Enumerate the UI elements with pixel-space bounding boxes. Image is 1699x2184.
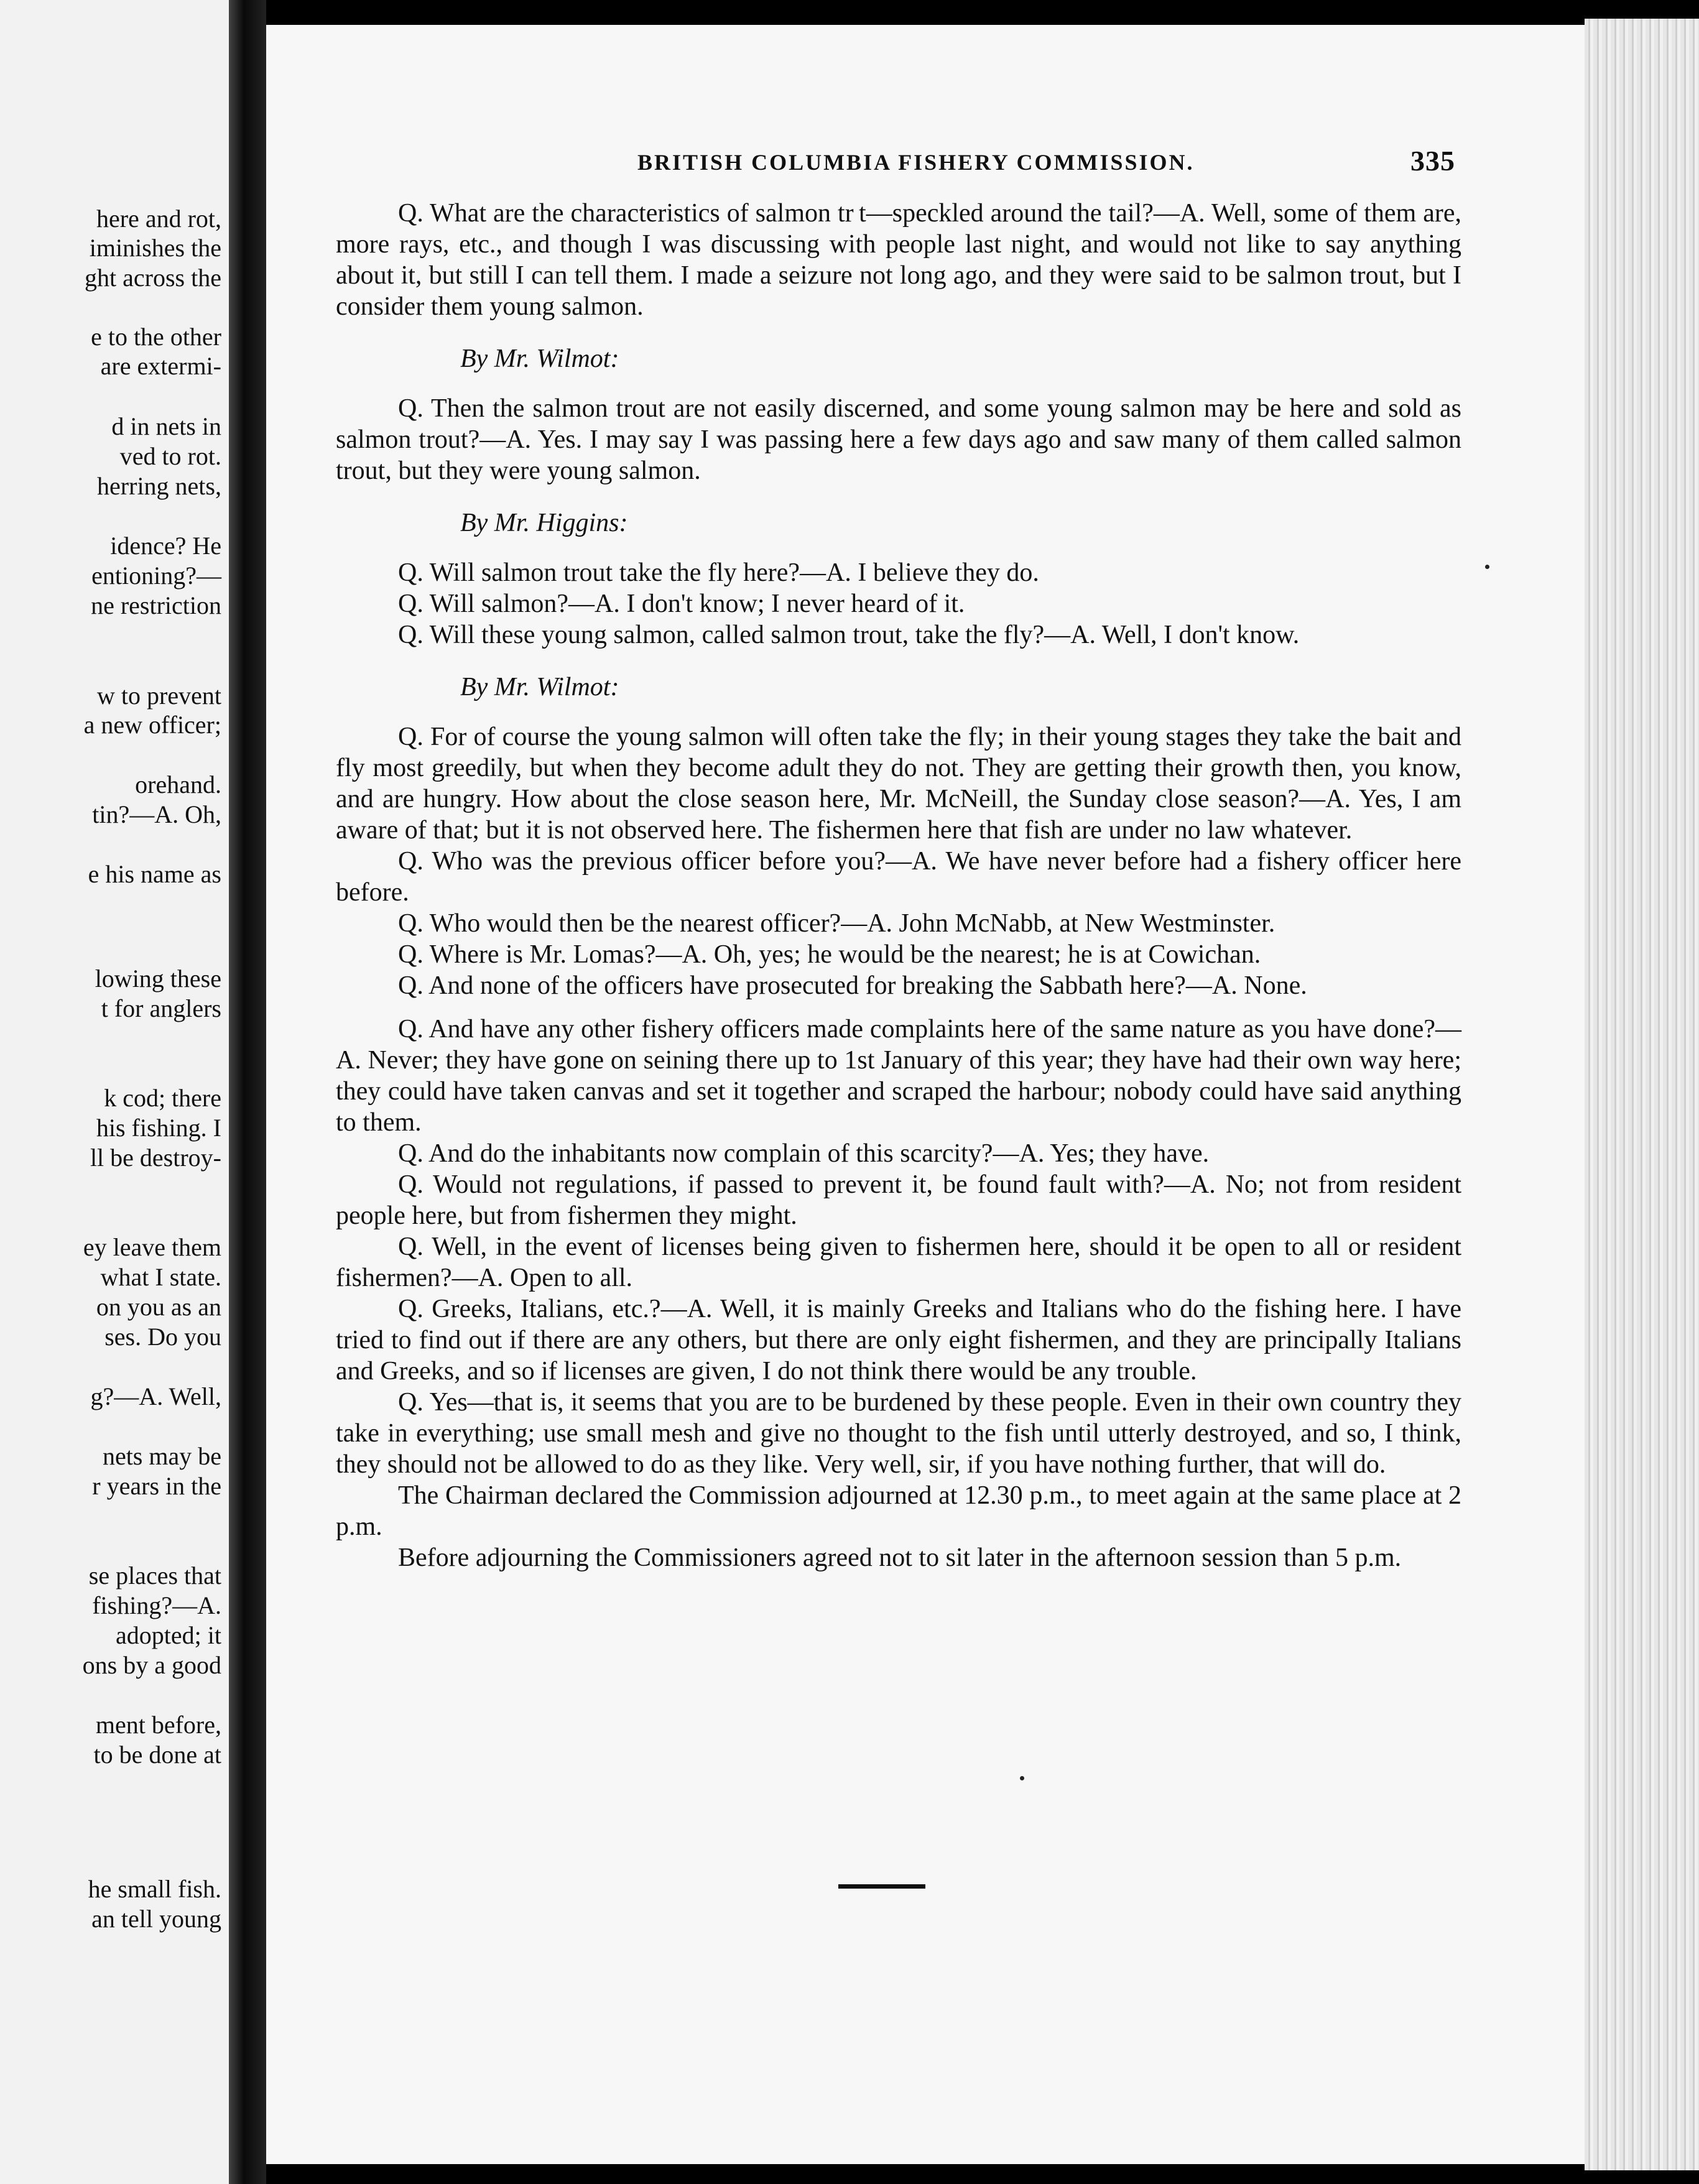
paragraph: Q. Well, in the event of licenses being given to fishermen here, should it be open to all or resident fishermen?—A. Open to all.: [336, 1233, 1461, 1292]
facing-page-line: ght across the: [85, 264, 221, 292]
facing-page-line: e his name as: [88, 860, 221, 888]
facing-page-line: are extermi-: [100, 352, 221, 380]
facing-page-line: d in nets in: [111, 412, 221, 440]
facing-page-line: w to prevent: [97, 682, 221, 710]
paragraph: The Chairman declared the Commission adjourned at 12.30 p.m., to meet again at the same place at 2 p.m.: [336, 1481, 1461, 1541]
facing-page-line: e to the other: [91, 323, 221, 351]
facing-page: [0, 0, 229, 2184]
paragraph: Q. Will salmon?—A. I don't know; I never heard of it.: [398, 590, 965, 618]
book-gutter: [229, 0, 266, 2184]
facing-page-line: what I state.: [100, 1263, 221, 1291]
facing-page-line: a new officer;: [83, 711, 221, 739]
facing-page-line: ved to rot.: [119, 442, 221, 470]
paragraph: Q. For of course the young salmon will often take the fly; in their young stages they take the bait and fly most greedily, but when they become adult they do not. They are getting their growth then, you know, and are hungry. How about the close season here, Mr. McNeill, the Sunday close season?—A. Yes, I am aware of that; but it is not observed here. The fishermen here that fish are under no law whatever.: [336, 723, 1461, 844]
page-body: [336, 198, 1461, 1573]
paragraph: Q. What are the characteristics of salmon tr t—speckled around the tail?—A. Well, some of them are, more rays, etc., and though I was discussing with people last night, and would not like to say anything about it, but still I can tell them. I made a seizure not long ago, and they were said to be salmon trout, but I consider them young salmon.: [336, 199, 1461, 321]
facing-page-line: his fishing. I: [96, 1114, 221, 1142]
closing-rule: [838, 1884, 925, 1889]
facing-page-line: ses. Do you: [104, 1323, 221, 1351]
ink-speck: [1020, 1776, 1024, 1780]
page-number: 335: [1410, 145, 1455, 177]
facing-page-line: k cod; there: [104, 1084, 221, 1112]
page-edges: [1585, 19, 1699, 2170]
facing-page-line: ment before,: [95, 1711, 221, 1739]
paragraph: Q. Who would then be the nearest officer?—A. John McNabb, at New Westminster.: [398, 909, 1275, 938]
paragraph: Q. Will these young salmon, called salmon trout, take the fly?—A. Well, I don't know.: [398, 621, 1300, 649]
facing-page-line: ne restriction: [91, 591, 221, 619]
ink-speck: [1485, 565, 1489, 569]
paragraph: Q. Who was the previous officer before you?—A. We have never before had a fishery officer here before.: [336, 847, 1461, 907]
facing-page-line: here and rot,: [96, 205, 221, 233]
facing-page-line: se places that: [88, 1562, 221, 1589]
facing-page-line: tin?—A. Oh,: [92, 800, 221, 828]
facing-page-line: idence? He: [110, 532, 221, 560]
speaker-heading: By Mr. Wilmot:: [460, 673, 619, 701]
facing-page-line: t for anglers: [101, 994, 221, 1022]
paragraph: Q. And do the inhabitants now complain of this scarcity?—A. Yes; they have.: [398, 1139, 1210, 1168]
facing-page-line: r years in the: [92, 1472, 221, 1500]
facing-page-line: fishing?—A.: [92, 1591, 221, 1619]
facing-page-line: entioning?—: [91, 562, 221, 590]
speaker-heading: By Mr. Higgins:: [460, 509, 628, 537]
running-head-title: BRITISH COLUMBIA FISHERY COMMISSION.: [637, 150, 1195, 175]
facing-page-line: lowing these: [95, 965, 221, 993]
paragraph: Before adjourning the Commissioners agreed not to sit later in the afternoon session than 5 p.m.: [398, 1543, 1402, 1572]
facing-page-line: iminishes the: [89, 234, 221, 262]
paragraph: Q. Would not regulations, if passed to prevent it, be found fault with?—A. No; not from resident people here, but from fishermen they might.: [336, 1170, 1461, 1230]
facing-page-line: an tell young: [91, 1905, 221, 1933]
facing-page-line: he small fish.: [88, 1875, 221, 1903]
facing-page-line: adopted; it: [116, 1621, 221, 1649]
facing-page-line: g?—A. Well,: [90, 1382, 221, 1410]
facing-page-line: orehand.: [135, 770, 221, 798]
facing-page-line: to be done at: [93, 1741, 221, 1769]
paragraph: Q. Where is Mr. Lomas?—A. Oh, yes; he would be the nearest; he is at Cowichan.: [398, 940, 1261, 969]
facing-page-line: ll be destroy-: [90, 1144, 221, 1172]
facing-page-line: on you as an: [96, 1293, 221, 1321]
facing-page-line: ey leave them: [83, 1233, 221, 1261]
paragraph: Q. Greeks, Italians, etc.?—A. Well, it is mainly Greeks and Italians who do the fishing here. I have tried to find out if there are any others, but there are only eight fishermen, and they are principally Italians and Greeks, and so if licenses are given, I do not think there would be any trouble.: [336, 1295, 1461, 1386]
facing-page-line: herring nets,: [97, 472, 221, 500]
paragraph: Q. Then the salmon trout are not easily discerned, and some young salmon may be here and sold as salmon trout?—A. Yes. I may say I was passing here a few days ago and saw many of them called salmon trout, but they were young salmon.: [336, 394, 1461, 485]
paragraph: Q. And have any other fishery officers made complaints here of the same nature as you have done?—A. Never; they have gone on seining there up to 1st January of this year; they have had their own way here; they could have taken canvas and set it together and scraped the harbour; nobody could have said anything to them.: [336, 1015, 1461, 1137]
speaker-heading: By Mr. Wilmot:: [460, 345, 619, 373]
facing-page-line: ons by a good: [82, 1651, 221, 1679]
facing-page-line: nets may be: [102, 1442, 221, 1470]
paragraph: Q. Will salmon trout take the fly here?—A. I believe they do.: [398, 558, 1039, 587]
paragraph: Q. Yes—that is, it seems that you are to be burdened by these people. Even in their own country they take in everything; use small mesh and give no thought to the fish until utterly destroyed, and so, I think, they should not be allowed to do as they like. Very well, sir, if you have nothing further, that will do.: [336, 1388, 1461, 1479]
paragraph: Q. And none of the officers have prosecuted for breaking the Sabbath here?—A. None.: [398, 971, 1307, 1000]
